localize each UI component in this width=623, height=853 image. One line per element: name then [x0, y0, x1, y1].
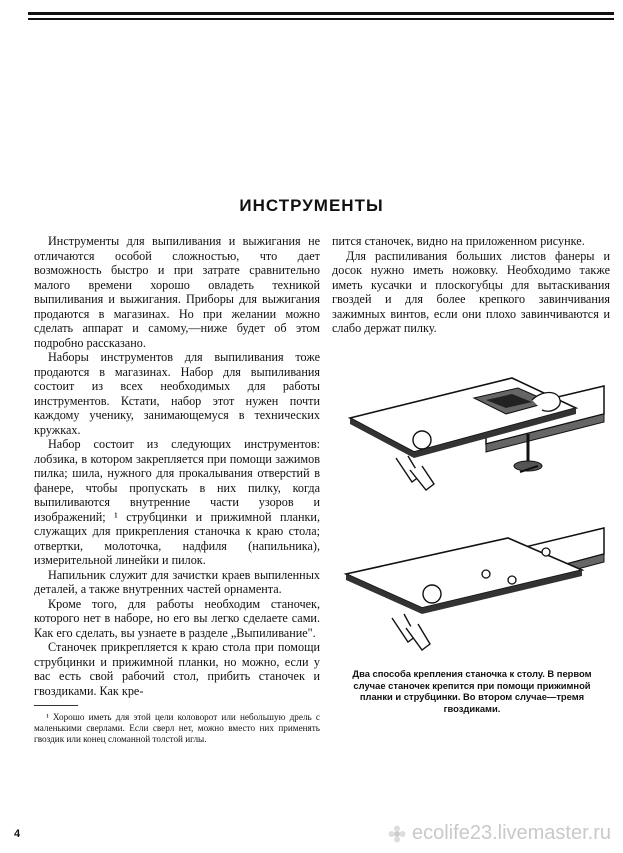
- top-rule-thin: [28, 18, 614, 20]
- sawing-table-illustration: [336, 356, 616, 656]
- right-column: [332, 234, 610, 336]
- paragraph: Инструменты для выпиливания и выжигания не отличаются особой сложностью, что дает возможность быстро и при затрате сравнительно малого времени хорошо овладеть техникой выпиливания и выжигания. Приборы для выжигания продаются в магазинах. Но при желании можно сделать аппарат и самому,—ниже будет об этом подробно рассказано.: [34, 234, 320, 350]
- paragraph: Станочек прикрепляется к краю стола при помощи струбцинки и прижимной планки, но можно, если у вас есть свой рабочий стол, прибить станочек и гвоздиками. Как кре-: [34, 640, 320, 698]
- paragraph: Для распиливания больших листов фанеры и досок нужно иметь ножовку. Необходимо также иметь кусачки и плоскогубцы для вытаскивания гвоздей и для более крепкого завинчивания зажимных винтов, если они плохо завинчиваются и слабо держат пилку.: [332, 248, 610, 335]
- illustration-svg: [336, 356, 616, 656]
- paragraph: пится станочек, видно на приложенном рисунке.: [332, 234, 585, 248]
- watermark-text: ecolife23.livemaster.ru: [412, 822, 611, 844]
- watermark: [388, 822, 611, 845]
- flower-icon: [388, 825, 406, 843]
- figure-caption: Два способа крепления станочка к столу. В первом случае станочек крепится при помощи прижимной планки и струбцинки. Во втором случае—тремя гвоздиками.: [352, 668, 592, 714]
- clamp-method-drawing: [350, 378, 604, 490]
- nail-method-drawing: [346, 528, 604, 650]
- footnote-text: ¹ Хорошо иметь для этой цели коловорот или небольшую дрель с маленькими сверлами. Если сверл нет, можно вместо них применять гвоздик или конец сломанной толстой иглы.: [34, 712, 320, 744]
- left-column: [34, 234, 320, 698]
- footnote: [34, 712, 320, 745]
- paragraph: Напильник служит для зачистки краев выпиленных деталей, а также внутренних частей орнамента.: [34, 567, 320, 596]
- paragraph: Набор состоит из следующих инструментов: лобзика, в котором закрепляется при помощи зажимов пилка; шила, нужного для прокалывания отверстий в фанере, чтобы пропускать в них пилку, когда выпиливаются внутренние части узоров и изображений; ¹ струбцинки и прижимной планки, служащих для прикрепления станочка к краю стола; отвертки, молоточка, надфиля (напильника), измерительной линейки и пилок.: [34, 437, 320, 567]
- page-number: 4: [14, 828, 21, 840]
- footnote-rule: [34, 705, 78, 706]
- paragraph: Наборы инструментов для выпиливания тоже продаются в магазинах. Набор для выпиливания состоит из всех необходимых для работы инструментов. Кстати, набор этот нужен почти каждому ученику, занимающемуся в технических кружках.: [34, 350, 320, 437]
- top-rule: [28, 12, 614, 15]
- paragraph: Кроме того, для работы необходим станочек, которого нет в наборе, но его вы легко сделаете сами. Как его сделать, вы узнаете в разделе „Выпиливание".: [34, 596, 320, 640]
- page-title: ИНСТРУМЕНТЫ: [239, 196, 384, 215]
